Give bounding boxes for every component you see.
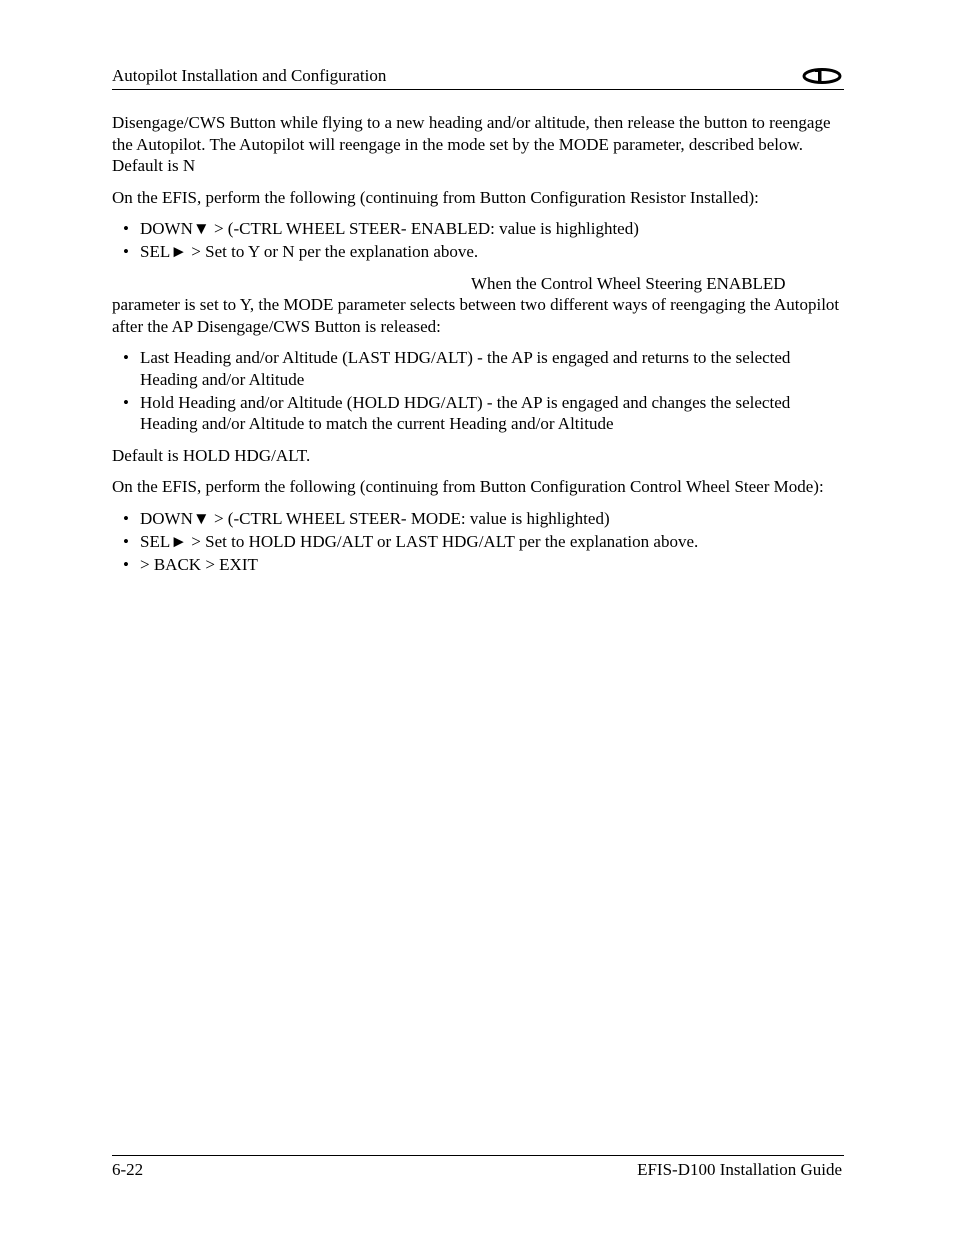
paragraph-cws-intro: Disengage/CWS Button while flying to a new heading and/or altitude, then release the button to reengage the Autopilot. The Autopilot will reengage in the mode set by the MODE parameter, described below. Default is N <box>112 113 831 175</box>
list-item: • SEL► > Set to HOLD HDG/ALT or LAST HDG/ALT per the explanation above. <box>123 531 699 551</box>
paragraph-mode-line1: When the Control Wheel Steering ENABLED <box>471 273 786 293</box>
list-item: • SEL► > Set to Y or N per the explanation above. <box>123 242 479 261</box>
bullet-icon: • <box>123 392 129 412</box>
bullet-icon: • <box>123 554 129 574</box>
bullet-icon: • <box>123 531 129 551</box>
header-title: Autopilot Installation and Configuration <box>112 66 387 85</box>
paragraph-mode-rest: parameter is set to Y, the MODE parameter selects between two different ways of reengaging the Autopilot after the AP Disengage/CWS Button is released: <box>112 295 840 336</box>
guide-title: EFIS-D100 Installation Guide <box>637 1160 842 1179</box>
list-item: • Last Heading and/or Altitude (LAST HDG/ALT) - the AP is engaged and returns to the selected Heading and/or Altitude <box>123 348 791 389</box>
page-header <box>112 64 844 90</box>
bullet-icon: • <box>123 348 129 367</box>
paragraph-efis-instructions-2: On the EFIS, perform the following (continuing from Button Configuration Control Wheel Steer Mode): <box>112 477 824 496</box>
bullet-icon: • <box>123 242 129 261</box>
list-item: • DOWN▼ > (-CTRL WHEEL STEER- MODE: value is highlighted) <box>123 508 610 528</box>
paragraph-mode-description <box>112 273 844 338</box>
page-footer <box>112 1155 844 1179</box>
mode-options-list <box>112 347 844 435</box>
bullet-icon: • <box>123 508 129 528</box>
paragraph-efis-instructions-1: On the EFIS, perform the following (continuing from Button Configuration Resistor Installed): <box>112 187 759 207</box>
bullet-icon: • <box>123 219 129 238</box>
page-number: 6-22 <box>112 1160 144 1179</box>
paragraph-default: Default is HOLD HDG/ALT. <box>112 445 311 465</box>
page-body <box>112 112 844 585</box>
dynon-logo-icon <box>802 67 842 85</box>
list-item: • DOWN▼ > (-CTRL WHEEL STEER- ENABLED: value is highlighted) <box>123 219 639 238</box>
list-item: • Hold Heading and/or Altitude (HOLD HDG/ALT) - the AP is engaged and changes the selected Heading and/or Altitude to match the current Heading and/or Altitude <box>123 392 791 433</box>
list-item: • > BACK > EXIT <box>123 554 258 574</box>
instruction-list-2 <box>112 508 844 576</box>
instruction-list-1 <box>112 218 844 263</box>
